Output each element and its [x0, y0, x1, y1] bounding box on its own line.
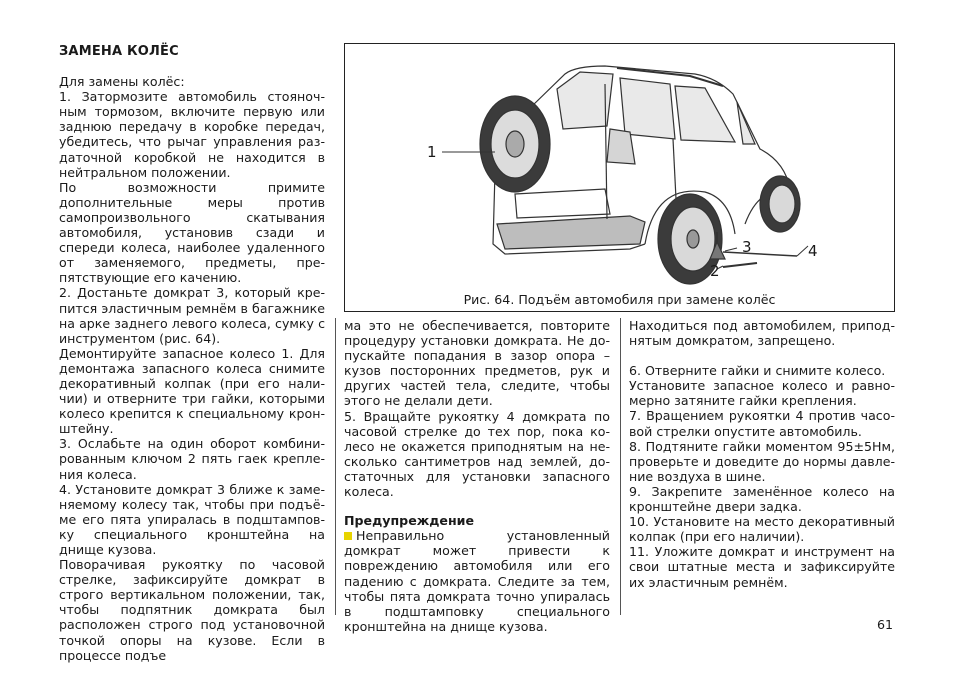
paragraph: 2. Достаньте домкрат 3, который крепится эластичным ремнём в багажнике на арке заднего левого колеса, сумку с инструментом (рис. 64).: [59, 285, 325, 346]
callout-3: 3: [742, 238, 752, 256]
paragraph: 10. Установите на место декоративный колпак (при его наличии).: [629, 514, 895, 545]
paragraph: 8. Подтяните гайки моментом 95±5Нм, проверьте и доведите до нормы давление воздуха в шине.: [629, 438, 895, 484]
paragraph: Для замены колёс:: [59, 74, 185, 90]
column-3: [629, 318, 895, 590]
page-number: 61: [876, 617, 893, 632]
paragraph: 4. Установите домкрат 3 ближе к заменяемому колесу так, чтобы при подъёме его пята упиралась в подштамповку специального кронштейна на днище кузова.: [59, 481, 325, 557]
column-divider: [620, 318, 621, 615]
paragraph: ма это не обеспечивается, повторите процедуру установки домкрата. Не допускайте попадания в зазор опора – кузов посторонних предметов, рук и других частей тела, следите, чтобы этого не делали дети.: [344, 318, 610, 409]
callout-4: 4: [808, 242, 818, 260]
paragraph: 3. Ослабьте на один оборот комбинированным ключом 2 пять гаек крепления колеса.: [59, 436, 325, 482]
paragraph: Демонтируйте запасное колесо 1. Для демонтажа запасного колеса снимите декоративный колпак (при его наличии) и отверните три гайки, которыми колесо крепится к специальному кронштейну.: [59, 345, 325, 437]
column-1: [59, 44, 325, 663]
paragraph: 7. Вращением рукоятки 4 против часовой стрелки опустите автомобиль.: [629, 408, 895, 439]
warning-title: Предупреждение: [344, 513, 475, 529]
paragraph: 11. Уложите домкрат и инструмент на свои штатные места и зафиксируйте их эластичным ремнём.: [629, 544, 895, 590]
paragraph: 6. Отверните гайки и снимите колесо.: [629, 363, 886, 379]
paragraph: 1. Затормозите автомобиль стояночным тормозом, включите первую или заднюю передачу в коробке передач, убедитесь, что рычаг управления раздаточной коробкой не находится в нейтральном положении.: [59, 89, 325, 180]
paragraph: Находиться под автомобилем, приподнятым домкратом, запрещено.: [629, 318, 895, 349]
callout-1: 1: [427, 143, 437, 161]
callout-2: 2: [710, 262, 720, 280]
paragraph: Установите запасное колесо и равномерно затяните гайки крепления.: [629, 378, 895, 409]
figure-64: [344, 43, 895, 312]
spacer: [629, 348, 895, 363]
warning-marker-icon: [344, 532, 352, 540]
paragraph: Поворачивая рукоятку по часовой стрелке, зафиксируйте домкрат в строго вертикальном положении, так, чтобы подпятник домкрата был расположен строго под установочной точкой опоры на кузове. Если в процессе подъе: [59, 557, 325, 663]
section-title: ЗАМЕНА КОЛЁС: [59, 44, 179, 59]
paragraph: По возможности примите дополнительные меры против самопроизвольного скатывания автомобиля, установив сзади и спереди колеса, наиболее удаленного от заменяемого, предметы, препятствующие его качению.: [59, 179, 325, 286]
figure-caption: Рис. 64. Подъём автомобиля при замене колёс: [463, 292, 776, 307]
warning-text: [344, 528, 610, 634]
car-illustration: [345, 44, 896, 313]
column-2: [344, 318, 610, 634]
paragraph: 9. Закрепите заменённое колесо на кронштейне двери задка.: [629, 483, 895, 515]
paragraph: 5. Вращайте рукоятку 4 домкрата по часовой стрелке до тех пор, пока колесо не окажется приподнятым на несколько сантиметров над землей, достаточных для установки запасного колеса.: [344, 408, 610, 500]
column-divider: [335, 318, 336, 615]
warning-body: Неправильно установленный домкрат может привести к повреждению автомобиля или его падению с домкрата. Следите за тем, чтобы пята домкрата точно упиралась в подштамповку специального кронштейна на днище кузова.: [344, 528, 610, 634]
